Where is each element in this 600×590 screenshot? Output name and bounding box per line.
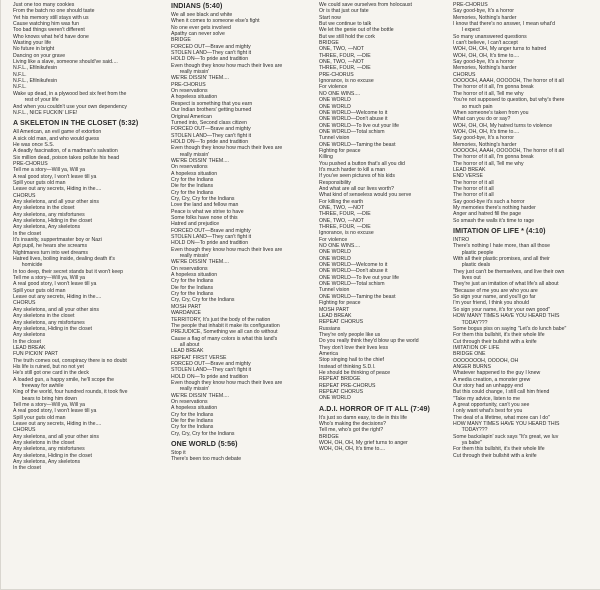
lyric-line: ONE, TWO, —NOT bbox=[319, 205, 365, 211]
lyric-line: Even though they know how much their lives are bbox=[171, 379, 283, 386]
lyric-line: He should be thinking of peace bbox=[319, 369, 391, 376]
lyric-line: Cry, Cry, Cry for the Indians bbox=[171, 195, 235, 202]
lyric-line: For killing the earth bbox=[319, 198, 364, 205]
lyric-line: N.F.L. bbox=[13, 71, 27, 78]
lyric-line: Cry for the Indians bbox=[171, 176, 214, 183]
lyric-line: Spill your guts old man bbox=[13, 414, 66, 421]
lyric-line: I'm your friend, I think you should bbox=[453, 300, 529, 307]
lyric-line: He was once S.S. bbox=[13, 141, 55, 148]
lyric-line: They're just an imitation of what life's all about bbox=[453, 281, 559, 288]
lyric-line: The people that inhabit it make its configuration bbox=[171, 322, 280, 329]
lyric-line: WE'RE DISSIN' THEM.... bbox=[171, 259, 230, 266]
lyric-line: ya babe" bbox=[453, 440, 482, 447]
lyric-line: Some folks have none of this bbox=[171, 215, 238, 221]
lyric-line: Say good-bye, It's a horror bbox=[453, 59, 514, 66]
lyric-line: Cry for the Indians bbox=[171, 424, 214, 431]
lyric-line: There's nothing I hate more, than all those bbox=[453, 243, 551, 250]
lyric-line: Some bogus piss on saying "Let's do lunch babe" bbox=[453, 325, 567, 332]
lyric-line: NO ONE WINS.... bbox=[319, 90, 361, 97]
lyric-line: WE'RE DISSIN' THEM.... bbox=[171, 157, 230, 164]
lyric-line: But this could change, I still call him friend bbox=[453, 389, 550, 396]
lyric-line: Any skeletons, any misfortunes bbox=[13, 211, 85, 218]
lyric-line: Apt pupil, he hears she screams bbox=[13, 243, 88, 250]
lyric-line: MOSH PART bbox=[171, 303, 202, 310]
lyric-line: Russians bbox=[319, 325, 341, 332]
lyric-line: FORCED OUT—Brave and mighty bbox=[171, 227, 251, 234]
lyric-line: N.F.L., Efilnikufesin bbox=[13, 65, 58, 72]
lyric-line: Any skeletons, any misfortunes bbox=[13, 446, 85, 453]
lyric-line: ONE WORLD bbox=[319, 97, 351, 104]
lyric-line: So sign your name, and you'll go far bbox=[453, 294, 536, 301]
lyric-line: THREE, FOUR, —DIE bbox=[319, 211, 371, 218]
lyric-line: Any skeletons, Hiding in the closet bbox=[13, 452, 92, 459]
lyric-line: Cry for the Indians bbox=[171, 278, 214, 285]
lyric-line: Say good-bye it's such a horror bbox=[453, 198, 525, 205]
lyric-line: And what are all our lives worth? bbox=[319, 185, 394, 192]
lyric-line: really missin' bbox=[171, 69, 210, 76]
lyric-line: Ignorance, is no excuse bbox=[319, 230, 374, 237]
lyric-line: WOH, OH, OH, It's time to.... bbox=[453, 52, 520, 59]
lyric-line: For violence bbox=[319, 236, 348, 243]
lyric-line: Who's making the decisions? bbox=[319, 421, 386, 427]
lyric-line: You're not supposed to question, but why's there bbox=[453, 97, 565, 104]
lyric-line: Memories, Nothing's harder bbox=[453, 14, 517, 21]
lyric-line: STOLEN LAND—They can't fight it bbox=[171, 234, 252, 241]
lyric-line: ONE WORLD—Welcome to it bbox=[319, 109, 388, 116]
lyric-line: WE'RE DISSIN' THEM.... bbox=[171, 75, 230, 82]
lyric-line: REPEAT BRIDGE bbox=[319, 376, 361, 383]
lyric-line: ONE WORLD bbox=[319, 103, 351, 110]
lyric-line: In the closet bbox=[13, 230, 41, 237]
lyric-line: A hopeless situation bbox=[171, 170, 218, 177]
lyric-line: So smash the walls it's time to rage bbox=[453, 217, 535, 224]
lyric-line: TODAY??? bbox=[453, 427, 488, 434]
lyrics-column-2 bbox=[171, 2, 313, 463]
lyric-line: Any skeletons, Any skeletons bbox=[13, 224, 81, 231]
lyric-line: Hatred lives, boiling inside, dealing death it's bbox=[13, 256, 115, 263]
lyric-line: Any skeletons, and all your other sins bbox=[13, 198, 99, 205]
lyric-line: Stop it bbox=[171, 450, 186, 457]
lyric-line: Stop singing hail to the chief bbox=[319, 357, 384, 364]
lyric-line: STOLEN LAND—They can't fight it bbox=[171, 132, 252, 139]
lyric-line: No future in bright bbox=[13, 46, 55, 53]
song-title: INDIANS (5:40) bbox=[171, 2, 223, 10]
lyric-line: WOH, OH, OH, It's time to.... bbox=[319, 446, 386, 453]
lyric-line: Responsibility bbox=[319, 179, 351, 186]
lyric-line: Any skeletons in the closet bbox=[13, 205, 75, 212]
lyric-line: Apathy can never solve bbox=[171, 31, 225, 38]
lyric-line: Just one too many cookies bbox=[13, 2, 75, 8]
lyric-line: No one ever gets involved bbox=[171, 24, 231, 31]
lyric-line: Any skeletons, any misfortunes bbox=[13, 319, 85, 326]
lyric-line: They're only people like us bbox=[319, 331, 381, 338]
lyric-line: PRE-CHORUS bbox=[453, 2, 488, 8]
lyric-line: ONE WORLD—Welcome to it bbox=[319, 262, 388, 269]
lyric-line: CHORUS bbox=[13, 300, 36, 307]
lyric-line: Tell me, who's got the right? bbox=[319, 427, 384, 434]
lyric-line: OOOOOOOH, OOOOH, OH bbox=[453, 357, 519, 364]
lyric-line: HOW MANY TIMES HAVE YOU HEARD THIS bbox=[453, 313, 560, 320]
lyric-line: ONE WORLD—Total schism bbox=[319, 281, 385, 288]
lyric-line: A deadly fascination, of a madman's salvation bbox=[13, 148, 118, 155]
lyric-line: PRE-CHORUS bbox=[171, 81, 206, 88]
lyric-line: A sick old man, and who would guess bbox=[13, 135, 100, 142]
lyric-line: In the closet bbox=[13, 338, 41, 345]
lyric-line: Respect is something that you earn bbox=[171, 100, 253, 107]
lyric-line: America bbox=[319, 350, 338, 357]
lyric-line: He's still got one card in the deck bbox=[13, 370, 89, 377]
lyric-line: Say good-bye, It's a horror bbox=[453, 8, 514, 15]
lyric-line: The truth comes out, conspiracy there is no doubt bbox=[13, 357, 127, 364]
lyric-line: Fighting for peace bbox=[319, 300, 361, 307]
lyric-line: IMITATION OF LIFE bbox=[453, 344, 500, 351]
lyric-line: Cut through their bullshit with a knife bbox=[453, 338, 537, 345]
lyric-line: really missin' bbox=[171, 253, 210, 260]
lyric-line: Killing bbox=[319, 154, 333, 161]
lyric-line: Love the land and fellow man bbox=[171, 202, 239, 209]
lyric-line: Living like a slave, someone should've said.... bbox=[13, 59, 118, 66]
lyric-line: FORCED OUT—Brave and mighty bbox=[171, 43, 251, 50]
lyric-line: rest of your life bbox=[13, 97, 59, 104]
lyric-line: Any skeletons, Hiding in the closet bbox=[13, 218, 92, 224]
lyric-line: When someone's taken from you bbox=[453, 109, 529, 116]
lyric-line: Start now bbox=[319, 14, 341, 21]
lyric-line: Tell me a story—Will ya, Will ya bbox=[13, 401, 86, 408]
lyric-line: I expect bbox=[453, 27, 480, 34]
lyric-line: A real good story, I won't leave till ya bbox=[13, 408, 97, 415]
lyric-line: Wake up dead, in a plywood bed six feet from the bbox=[13, 90, 127, 97]
lyric-line: REPEAT FIRST VERSE bbox=[171, 354, 227, 361]
lyric-line: You pushed a button that's all you did bbox=[319, 160, 405, 167]
lyric-line: HOLD ON—To pride and tradition bbox=[171, 56, 249, 63]
lyric-line: The horror of it all bbox=[453, 179, 494, 186]
lyric-line: LEAD BREAK bbox=[319, 312, 352, 319]
lyric-line: They don't love their lives less bbox=[319, 344, 389, 351]
lyric-line: THREE, FOUR, —DIE bbox=[319, 224, 371, 231]
lyric-line: When it comes to someone else's fight bbox=[171, 18, 260, 25]
lyric-line: A loaded gun, a happy smile, he'll scope the bbox=[13, 376, 115, 383]
lyric-line: FORCED OUT—Brave and mighty bbox=[171, 360, 251, 367]
lyric-line: Cause watching him was fun bbox=[13, 21, 79, 28]
lyric-line: REPEAT CHORUS bbox=[319, 388, 364, 395]
lyric-line: Do you really think they'd blow up the world bbox=[319, 338, 419, 345]
lyric-line: Die for the Indians bbox=[171, 418, 214, 424]
lyric-line: The horror of it all bbox=[453, 185, 494, 192]
lyric-line: Cry for the Indians bbox=[171, 291, 214, 298]
lyric-line: A real good story, I won't leave till ya bbox=[13, 173, 97, 180]
lyric-line: INTRO bbox=[453, 237, 470, 244]
lyric-line: Yet his memory still stays with us bbox=[13, 14, 89, 21]
lyrics-column-3 bbox=[319, 2, 449, 453]
lyric-line: Instead of thinking S.D.I. bbox=[319, 363, 376, 370]
lyric-line: all about bbox=[171, 341, 200, 348]
lyric-line: OOOOOH, AAAH, OOOOOH, The horror of it all bbox=[453, 147, 564, 154]
lyric-line: TODAY??? bbox=[453, 319, 488, 326]
lyric-line: STOLEN LAND—They can't fight it bbox=[171, 50, 252, 57]
lyric-line: It's just so damn easy, to die in this life bbox=[319, 414, 408, 421]
lyric-line: HOLD ON—To pride and tradition bbox=[171, 240, 249, 247]
lyric-line: Tell me a story—Will ya, Will ya bbox=[13, 275, 86, 282]
lyric-line: What kind of senseless would you serve bbox=[319, 192, 412, 199]
lyric-line: BRIDGE ONE bbox=[453, 351, 486, 358]
lyric-line: Spill your guts old man bbox=[13, 179, 66, 186]
lyric-line: really missin' bbox=[171, 386, 210, 393]
lyric-line: On reservations bbox=[171, 398, 208, 405]
lyric-line: The horror of it all, Tell me why bbox=[453, 160, 524, 167]
lyric-line: REPEAT CHORUS bbox=[319, 319, 364, 326]
lyric-line: THREE, FOUR, —DIE bbox=[319, 52, 371, 59]
lyric-line: ONE WORLD bbox=[319, 249, 351, 256]
lyric-line: bears to bring him down bbox=[13, 395, 78, 402]
lyric-line: CHORUS bbox=[13, 192, 36, 199]
lyric-line: BRIDGE bbox=[319, 433, 339, 440]
lyric-line: What can you do or say? bbox=[453, 116, 511, 123]
lyric-line: CHORUS bbox=[13, 427, 36, 434]
lyric-line: Memories, Nothing's harder bbox=[453, 65, 517, 72]
lyric-line: N.F.L., NICE FUCKIN' LIFE! bbox=[13, 109, 78, 116]
lyric-line: ANGER BURNS bbox=[453, 363, 491, 370]
lyric-line: PREJUDICE, Something we all can do without bbox=[171, 329, 278, 336]
lyric-line: Cry for the Indians bbox=[171, 411, 214, 418]
lyric-line: A media creation, a monster grew bbox=[453, 376, 531, 383]
lyric-line: Wasting your life bbox=[13, 40, 52, 47]
lyric-line: N.F.L., Efilnikufesin bbox=[13, 78, 58, 85]
lyric-line: ONE, TWO, —NOT bbox=[319, 59, 365, 66]
lyric-line: Any skeletons, Hiding in the closet bbox=[13, 325, 92, 332]
lyric-line: We let the genie out of the bottle bbox=[319, 27, 394, 34]
lyric-line: homicide bbox=[13, 262, 43, 269]
lyric-line: Even though they know how much their lives are bbox=[171, 145, 283, 152]
lyric-line: ONE WORLD—Total schism bbox=[319, 128, 385, 135]
lyric-line: BRIDGE bbox=[319, 40, 339, 47]
lyric-line: ONE, TWO, —NOT bbox=[319, 46, 365, 53]
lyric-line: The horror of it all bbox=[453, 192, 494, 199]
lyric-line: Even though they know how much their lives are bbox=[171, 62, 283, 69]
lyric-line: Anger and hatred fill the page bbox=[453, 211, 522, 218]
lyric-line: We could save ourselves from holocaust bbox=[319, 2, 412, 8]
lyric-line: ONE WORLD bbox=[319, 255, 351, 262]
lyric-line: Tell me a story—Will ya, Will ya bbox=[13, 167, 86, 174]
lyric-line: A hopeless situation bbox=[171, 272, 218, 279]
lyric-line: OOOOOH, AAAH, OOOOOH, The horror of it all bbox=[453, 78, 564, 85]
lyric-line: Some backslapin' suck says "It's great, we luv bbox=[453, 433, 559, 440]
lyric-line: Any skeletons, Any skeletons bbox=[13, 459, 81, 466]
lyric-line: Six million dead, poison takes pollute his head bbox=[13, 154, 120, 161]
lyric-line: ONE WORLD bbox=[319, 395, 351, 402]
lyric-line: Fighting for peace bbox=[319, 147, 361, 154]
lyric-line: "Because of me you are who you are bbox=[453, 287, 538, 294]
lyric-line: WOH, OH, OH, It's time to.... bbox=[453, 128, 520, 135]
lyric-line: Memories, Nothing's harder bbox=[453, 141, 517, 148]
lyric-line: Hatred and prejudice bbox=[171, 221, 220, 228]
lyric-line: Spill your guts old man bbox=[13, 287, 66, 294]
lyric-line: On reservations bbox=[171, 88, 208, 95]
lyric-line: Any skeletons in the closet bbox=[13, 440, 75, 447]
lyric-line: WOH, OH, OH, My anger turns to hatred bbox=[453, 46, 547, 53]
lyric-line: WARDANCE bbox=[171, 310, 201, 317]
lyric-line: I know that there's no answer, I mean what'd bbox=[453, 21, 555, 28]
lyric-line: A great opportunity, can't you see bbox=[453, 401, 530, 408]
lyric-line: ONE WORLD—Taming the beast bbox=[319, 293, 396, 300]
lyric-line: Cry, Cry, Cry for the Indians bbox=[171, 297, 235, 304]
lyric-line: ONE WORLD—Taming the beast bbox=[319, 141, 396, 148]
lyric-line: Dancing on your grave bbox=[13, 52, 66, 59]
lyric-line: His life is ruined, but no not yet bbox=[13, 363, 84, 370]
song-title: A.D.I. HORROR OF IT ALL (7:49) bbox=[319, 404, 430, 413]
lyric-line: The horror of it all, I'm gonna break bbox=[453, 154, 534, 161]
lyric-line: WOH, OH, OH, My grief turns to anger bbox=[319, 440, 408, 447]
lyric-line: The deal of a lifetime, what more can I do" bbox=[453, 414, 550, 421]
lyric-line: Die for the Indians bbox=[171, 284, 214, 291]
lyric-line: Our Indian brothers' getting burned bbox=[171, 107, 252, 114]
lyric-line: HOLD ON—To pride and tradition bbox=[171, 373, 249, 380]
lyric-line: My memories there's nothing harder bbox=[453, 205, 536, 211]
lyric-line: The horror of it all, Tell me why bbox=[453, 90, 524, 97]
lyric-line: WE'RE DISSIN' THEM.... bbox=[171, 392, 230, 399]
lyric-line: END VERSE bbox=[453, 173, 483, 180]
lyric-line: So many unanswered questions bbox=[453, 33, 527, 40]
lyric-line: THREE, FOUR, —DIE bbox=[319, 65, 371, 72]
lyric-line: really missin' bbox=[171, 151, 210, 158]
lyric-line: Cry, Cry, Cry for the Indians bbox=[171, 430, 235, 437]
lyric-line: FUN PICKIN' PART bbox=[13, 351, 59, 358]
lyric-line: Cry for the Indians bbox=[171, 189, 214, 196]
lyric-line: Leave out any secrets, Hiding in the.... bbox=[13, 186, 102, 193]
lyric-line: On reservations bbox=[171, 265, 208, 272]
lyric-line: BRIDGE bbox=[171, 37, 191, 44]
lyric-line: Or is that just our fate bbox=[319, 8, 369, 15]
lyric-line: LEAD BREAK bbox=[13, 344, 46, 351]
lyric-line: King of the world, four hundred rounds, it took five bbox=[13, 389, 128, 396]
lyric-line: LEAD BREAK bbox=[171, 348, 204, 355]
lyric-line: Say good-bye, It's a horror bbox=[453, 135, 514, 142]
lyric-line: Tunnel vision bbox=[319, 287, 350, 294]
lyric-line: Turned into, Second class citizen bbox=[171, 119, 247, 126]
lyric-line: STOLEN LAND—They can't fight it bbox=[171, 367, 252, 374]
lyric-line: A hopeless situation bbox=[171, 94, 218, 101]
lyric-line: ONE WORLD—Don't abuse it bbox=[319, 268, 388, 275]
lyric-line: ONE WORLD—Don't abuse it bbox=[319, 116, 388, 123]
lyric-line: There's been too much debate bbox=[171, 456, 242, 463]
lyric-line: In too deep, their secret stands but it won't keep bbox=[13, 268, 123, 275]
lyric-line: Any skeletons, and all your other sins bbox=[13, 306, 99, 313]
song-title: ONE WORLD (5:56) bbox=[171, 440, 238, 449]
lyric-line: plastic deals bbox=[453, 262, 491, 269]
lyric-line: Ignorance, is no excuse bbox=[319, 78, 374, 85]
lyric-line: For violence bbox=[319, 84, 348, 91]
lyric-line: For them this bullshit, it's their whole life bbox=[453, 332, 545, 339]
lyric-line: In the closet bbox=[13, 465, 41, 472]
lyric-line: But we continue to talk bbox=[319, 21, 372, 28]
lyric-line: It's insanity, suppertmaster boy or Nazi bbox=[13, 237, 102, 244]
lyric-line: They just can't be themselves, and live their own bbox=[453, 268, 565, 275]
lyric-line: lives out bbox=[453, 275, 481, 282]
lyric-line: Who knows what he'd have done bbox=[13, 33, 89, 40]
lyric-line: I can't believe, I can't accept bbox=[453, 40, 518, 47]
lyric-line: All American, an evil game of extortion bbox=[13, 129, 102, 136]
lyric-line: But we still hold the cork bbox=[319, 33, 375, 40]
lyric-line: Leave out any secrets, Hiding in the.... bbox=[13, 421, 102, 427]
lyric-line: Too bad things weren't different bbox=[13, 27, 85, 34]
lyric-line: "Take my advice, listen to me bbox=[453, 395, 520, 402]
lyric-line: PRE-CHORUS bbox=[319, 71, 354, 78]
lyric-line: I only want what's best for you bbox=[453, 408, 523, 415]
lyric-line: TERRITORY, It's just the body of the nation bbox=[171, 316, 271, 323]
lyric-line: PRE-CHORUS bbox=[13, 160, 48, 167]
lyric-line: HOW MANY TIMES HAVE YOU HEARD THIS bbox=[453, 421, 560, 427]
lyric-line: On reservations bbox=[171, 164, 208, 171]
lyrics-column-4 bbox=[453, 2, 593, 459]
lyric-line: Whatever happened to the guy I knew bbox=[453, 370, 541, 377]
lyric-line: Any skeletons bbox=[13, 332, 46, 339]
lyric-line: Our story had an unhappy end bbox=[453, 382, 524, 389]
lyric-line: With all their plastic promises, and all their bbox=[453, 256, 550, 263]
lyric-line: ONE WORLD—To live out your life bbox=[319, 122, 400, 129]
lyric-line: WOH, OH, OH, My hatred turns to violence bbox=[453, 122, 553, 129]
lyric-line: HOLD ON—To pride and tradition bbox=[171, 138, 249, 145]
lyric-line: Die for the Indians bbox=[171, 183, 214, 190]
song-title: IMITATION OF LIFE * (4:10) bbox=[453, 227, 546, 236]
lyric-line: Any skeletons, and all your other sins bbox=[13, 433, 99, 440]
lyric-line: We all see black and white bbox=[171, 12, 233, 18]
lyric-line: A hopeless situation bbox=[171, 405, 218, 412]
lyric-line: And when you couldn't use your own dependency bbox=[13, 103, 127, 110]
lyric-line: So sign your name, it's for your own good" bbox=[453, 306, 551, 313]
lyric-line: If you've seen pictures of his kids bbox=[319, 173, 395, 180]
lyric-line: NO ONE WINS.... bbox=[319, 243, 361, 250]
lyric-line: CHORUS bbox=[453, 71, 476, 78]
lyric-line: so much pain bbox=[453, 103, 493, 110]
lyric-line: It's much harder to kill a man bbox=[319, 166, 386, 173]
lyric-line: Tunnel vision bbox=[319, 135, 350, 142]
lyric-line: ONE, TWO, —NOT bbox=[319, 217, 365, 224]
lyric-line: freeway for awhile bbox=[13, 382, 64, 389]
lyric-line: N.F.L. bbox=[13, 84, 27, 91]
lyric-line: plastic people bbox=[453, 249, 494, 256]
lyric-line: FORCED OUT—Brave and mighty bbox=[171, 126, 251, 133]
lyric-line: For them this bullshit, it's their whole life bbox=[453, 446, 545, 453]
lyric-line: MOSH PART bbox=[319, 306, 350, 313]
song-title: A SKELETON IN THE CLOSET (5:32) bbox=[13, 119, 139, 128]
lyric-line: REPEAT PRE-CHORUS bbox=[319, 382, 376, 389]
lyric-line: Cut through their bullshit with a knife bbox=[453, 452, 537, 459]
lyric-line: The horror of it all, I'm gonna break bbox=[453, 84, 534, 91]
lyric-line: Nightmares turn into wet dreams bbox=[13, 249, 88, 256]
lyric-line: LEAD BREAK bbox=[453, 166, 486, 173]
lyric-line: Original American bbox=[171, 113, 212, 120]
lyric-line: A real good story, I won't leave till ya bbox=[13, 281, 97, 288]
lyric-line: From the batch no one should taste bbox=[13, 8, 95, 15]
lyric-line: ONE WORLD—To live out your life bbox=[319, 274, 400, 281]
lyric-line: Cause a flag of many colors is what this land's bbox=[171, 335, 278, 342]
lyric-line: Peace is what we strive to have bbox=[171, 208, 244, 215]
lyric-line: Leave out any secrets, Hiding in the.... bbox=[13, 294, 102, 301]
lyric-line: Even though they know how much their lives are bbox=[171, 246, 283, 253]
lyric-line: Any skeletons in the closet bbox=[13, 313, 75, 320]
lyrics-column-1 bbox=[13, 2, 155, 472]
